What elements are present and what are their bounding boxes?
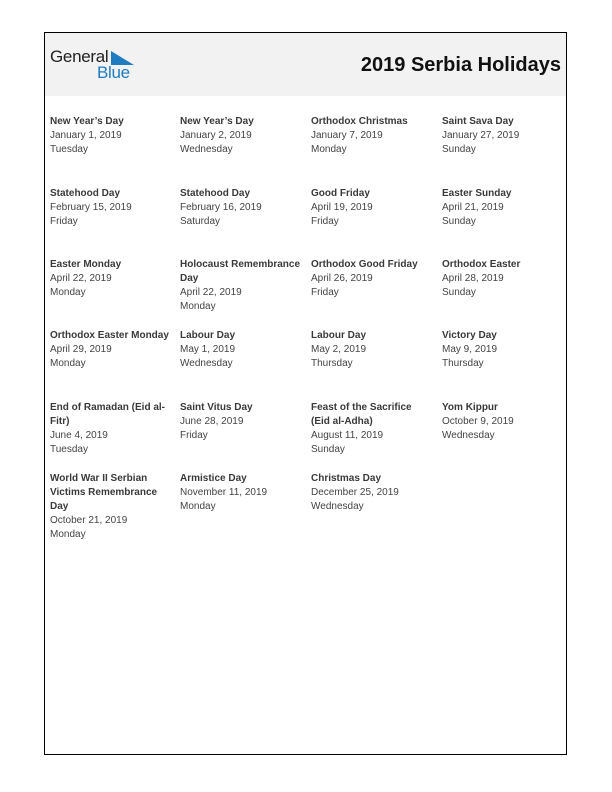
holiday-date: January 1, 2019	[50, 130, 122, 141]
holiday-item	[180, 258, 302, 314]
holiday-item	[180, 187, 302, 229]
holiday-item	[50, 472, 172, 542]
holiday-date: June 28, 2019	[180, 416, 244, 427]
holiday-name: World War II Serbian Victims Remembrance Day	[50, 473, 158, 512]
holiday-date: October 9, 2019	[442, 416, 514, 427]
holiday-item	[180, 329, 302, 371]
holiday-name: Saint Vitus Day	[180, 402, 253, 413]
holiday-item	[311, 115, 433, 157]
holiday-date: May 9, 2019	[442, 344, 498, 355]
holiday-weekday: Monday	[50, 287, 86, 298]
holiday-date: December 25, 2019	[311, 487, 399, 498]
page-title: 2019 Serbia Holidays	[360, 54, 561, 76]
holiday-item	[442, 187, 564, 229]
holiday-name: Saint Sava Day	[442, 116, 514, 127]
page-frame	[44, 32, 567, 755]
holiday-item	[180, 115, 302, 157]
holiday-weekday: Sunday	[311, 444, 345, 455]
holiday-item	[442, 258, 564, 300]
holiday-item	[180, 472, 302, 514]
holiday-weekday: Tuesday	[50, 144, 88, 155]
holiday-name: New Year’s Day	[180, 116, 254, 127]
holiday-item	[442, 401, 564, 443]
holiday-weekday: Wednesday	[311, 501, 364, 512]
holiday-date: August 11, 2019	[311, 430, 384, 441]
holiday-name: Yom Kippur	[442, 402, 498, 413]
holiday-item	[50, 401, 172, 457]
holiday-item	[50, 329, 172, 371]
holiday-weekday: Sunday	[442, 287, 476, 298]
logo-text-blue: Blue	[97, 63, 130, 82]
holiday-name: Feast of the Sacrifice (Eid al-Adha)	[311, 402, 412, 427]
holiday-name: Labour Day	[180, 330, 236, 341]
holiday-name: Easter Sunday	[442, 188, 512, 199]
holiday-date: April 28, 2019	[442, 273, 504, 284]
holiday-date: February 15, 2019	[50, 202, 132, 213]
holiday-date: April 22, 2019	[180, 287, 242, 298]
holiday-name: Good Friday	[311, 188, 370, 199]
holiday-date: January 2, 2019	[180, 130, 252, 141]
holiday-weekday: Friday	[50, 216, 78, 227]
generalblue-logo	[50, 47, 150, 83]
holiday-date: April 29, 2019	[50, 344, 112, 355]
holiday-date: February 16, 2019	[180, 202, 262, 213]
holiday-weekday: Wednesday	[180, 144, 233, 155]
holiday-date: April 26, 2019	[311, 273, 373, 284]
holiday-name: Statehood Day	[50, 188, 121, 199]
holiday-name: Armistice Day	[180, 473, 247, 484]
holiday-weekday: Monday	[50, 358, 86, 369]
holiday-weekday: Monday	[311, 144, 347, 155]
holiday-item	[442, 329, 564, 371]
logo-text-general: General	[50, 47, 109, 66]
header-band	[45, 33, 566, 96]
holiday-date: May 1, 2019	[180, 344, 236, 355]
holiday-name: Holocaust Remembrance Day	[180, 259, 301, 284]
holiday-item	[311, 401, 433, 457]
holiday-item	[311, 472, 433, 514]
holiday-item	[311, 329, 433, 371]
holiday-weekday: Thursday	[311, 358, 353, 369]
holiday-item	[311, 187, 433, 229]
holiday-date: May 2, 2019	[311, 344, 367, 355]
holiday-weekday: Wednesday	[442, 430, 495, 441]
holiday-name: Victory Day	[442, 330, 497, 341]
holiday-date: January 7, 2019	[311, 130, 383, 141]
holiday-weekday: Friday	[311, 287, 339, 298]
holiday-date: January 27, 2019	[442, 130, 520, 141]
holiday-date: October 21, 2019	[50, 515, 128, 526]
holiday-date: April 21, 2019	[442, 202, 504, 213]
holiday-weekday: Tuesday	[50, 444, 88, 455]
holiday-item	[311, 258, 433, 300]
holiday-date: November 11, 2019	[180, 487, 268, 498]
holiday-item	[50, 187, 172, 229]
holiday-weekday: Sunday	[442, 144, 476, 155]
holiday-weekday: Wednesday	[180, 358, 233, 369]
holiday-name: Christmas Day	[311, 473, 382, 484]
holiday-date: June 4, 2019	[50, 430, 108, 441]
holiday-name: Labour Day	[311, 330, 367, 341]
holiday-name: Orthodox Easter Monday	[50, 330, 169, 341]
holiday-weekday: Sunday	[442, 216, 476, 227]
holiday-name: Orthodox Good Friday	[311, 259, 418, 270]
holiday-item	[50, 258, 172, 300]
holiday-name: Orthodox Christmas	[311, 116, 408, 127]
holiday-name: New Year’s Day	[50, 116, 124, 127]
holiday-item	[442, 115, 564, 157]
holiday-name: Orthodox Easter	[442, 259, 521, 270]
holiday-date: April 19, 2019	[311, 202, 373, 213]
holiday-date: April 22, 2019	[50, 273, 112, 284]
holiday-name: Statehood Day	[180, 188, 251, 199]
holiday-weekday: Friday	[311, 216, 339, 227]
holiday-weekday: Monday	[50, 529, 86, 540]
holiday-item	[180, 401, 302, 443]
holiday-weekday: Friday	[180, 430, 208, 441]
holiday-weekday: Thursday	[442, 358, 484, 369]
holiday-weekday: Monday	[180, 301, 216, 312]
holiday-weekday: Saturday	[180, 216, 221, 227]
holiday-name: End of Ramadan (Eid al-Fitr)	[50, 402, 166, 427]
holiday-item	[50, 115, 172, 157]
holiday-weekday: Monday	[180, 501, 216, 512]
holiday-name: Easter Monday	[50, 259, 122, 270]
